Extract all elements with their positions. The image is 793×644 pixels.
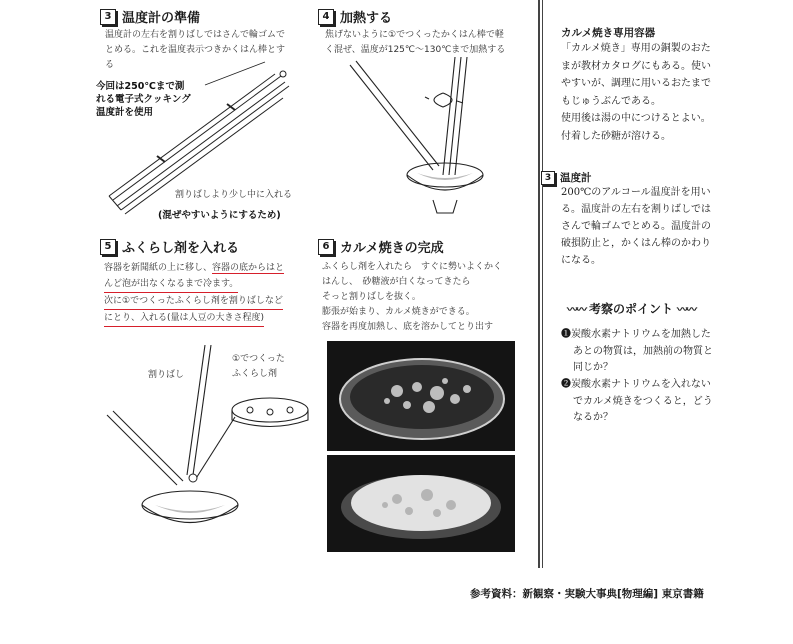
sidebar-thermo-text (561, 184, 711, 269)
step6-line1: ふくらし剤を入れたら すぐに勢いよくかく (322, 262, 503, 272)
step5-line2: んど泡が出なくなるまで冷ます。 (104, 276, 238, 293)
step3-heading (100, 7, 200, 26)
question2-line: ❷炭酸水素ナトリウムを入れない (561, 379, 711, 390)
step3-caption2: (混ぜやすいようにするため) (158, 210, 281, 221)
step6-line5: 容器を再度加熱し、底を溶かしてとり出す (322, 322, 494, 332)
heating-ladle-illustration (345, 55, 495, 225)
wave-right-icon: 〰〰 (677, 302, 696, 316)
step5-title: ふくらし剤を入れる (122, 241, 240, 256)
step3-line2: とめる。これを温度表示つきかくはん棒とす (105, 45, 286, 55)
reference-citation: 参考資料：新観察・実験大事典[物理編] 東京書籍 (470, 588, 704, 600)
points-question1 (561, 327, 713, 377)
step4-title: 加熱する (340, 11, 393, 26)
step5-label-chopsticks: 割りばし (148, 370, 185, 380)
sidebar-thermo-line: 破損防止と，かくはん棒のかわり (561, 238, 711, 249)
ladle-chopsticks-illustration (105, 345, 315, 545)
sidebar-thermo-heading (541, 170, 592, 185)
step5-label-agent-line1: ①でつくった (232, 354, 285, 364)
question1-line: あとの物質は，加熱前の物質と (573, 345, 713, 357)
step5-heading (100, 237, 239, 256)
step5-line1a: 容器を新聞紙の上に移し、 (104, 263, 213, 273)
column-divider-inner (542, 0, 543, 568)
step3-number: 3 (100, 9, 116, 25)
step4-text (325, 28, 505, 58)
step6-text (322, 260, 502, 335)
karume-photo-bottom (327, 455, 515, 552)
step4-line1: 焦げないように①でつくったかくはん棒で軽 (325, 30, 504, 40)
step6-heading (318, 237, 444, 256)
step5-line1b: 容器の底からはと (212, 263, 285, 273)
wave-left-icon: 〰〰 (567, 302, 585, 316)
points-title: 考察のポイント (589, 302, 674, 316)
karume-photo-top (327, 341, 515, 451)
sidebar-thermo-line: さんで輪ゴムでとめる。温度計の (561, 221, 711, 232)
step3-line1: 温度計の左右を割りばしではさんで輪ゴムで (105, 30, 286, 40)
points-heading (567, 300, 695, 317)
sidebar-thermo-line: 200℃のアルコール温度計を用い (561, 187, 711, 198)
sidebar-container-line: もじゅうぶんである。 (561, 95, 661, 107)
step5-line4: にとり、入れる(量は人豆の大きさ程度) (104, 310, 264, 327)
sidebar-container-text (561, 40, 711, 145)
points-question2 (561, 377, 713, 427)
sidebar-container-title: カルメ焼き専用容器 (561, 27, 656, 39)
step3-caption1: 割りばしより少し中に入れる (175, 190, 293, 200)
step4-line2: く混ぜ、温度が125℃〜130℃まで加熱する (325, 45, 506, 55)
sidebar-thermo-line: になる。 (561, 255, 601, 266)
question1-line: ❶炭酸水素ナトリウムを加熱した (561, 329, 711, 340)
sidebar-thermo-line: る。温度計の左右を割りばしでは (561, 204, 711, 215)
step6-line2: はんし、 砂糖液が白くなってきたら (322, 277, 471, 287)
step5-label-agent-line2: ふくらし剤 (232, 369, 278, 379)
column-divider (538, 0, 540, 568)
step6-number: 6 (318, 239, 334, 255)
step3-note-line1: 今回は250℃まで測 (96, 81, 185, 92)
sidebar-thermo-number: 3 (541, 171, 555, 185)
step5-text (104, 260, 284, 327)
step6-line4: 膨張が始まり、カルメ焼きができる。 (322, 307, 475, 317)
sidebar-thermo-title: 温度計 (560, 172, 592, 184)
sidebar-container-line: 使用後は湯の中につけるとよい。 (561, 113, 711, 124)
question2-line: なるか？ (573, 412, 613, 423)
sidebar-container-line: 付着した砂糖が溶ける。 (561, 130, 671, 142)
step3-title: 温度計の準備 (122, 11, 201, 26)
step5-number: 5 (100, 239, 116, 255)
step5-line3: 次に①でつくったふくらし剤を割りばしなど (104, 293, 283, 310)
step3-note-line2: れる電子式クッキング (96, 94, 191, 105)
question1-line: 同じか？ (573, 362, 613, 373)
sidebar-container-line: 「カルメ焼き」専用の銅製のおた (561, 43, 711, 54)
step4-number: 4 (318, 9, 334, 25)
sidebar-container-line: やすいが、調理に用いるおたまで (561, 78, 711, 89)
step3-note-line3: 温度計を使用 (96, 107, 154, 118)
step6-title: カルメ焼きの完成 (340, 241, 444, 256)
question2-line: でカルメ焼きをつくると，どう (573, 395, 713, 407)
sidebar-container-line: まが教材カタログにもある。使い (561, 60, 711, 72)
step3-line3: る (105, 60, 115, 70)
step4-heading (318, 7, 392, 26)
step6-line3: そっと割りばしを抜く。 (322, 292, 421, 302)
